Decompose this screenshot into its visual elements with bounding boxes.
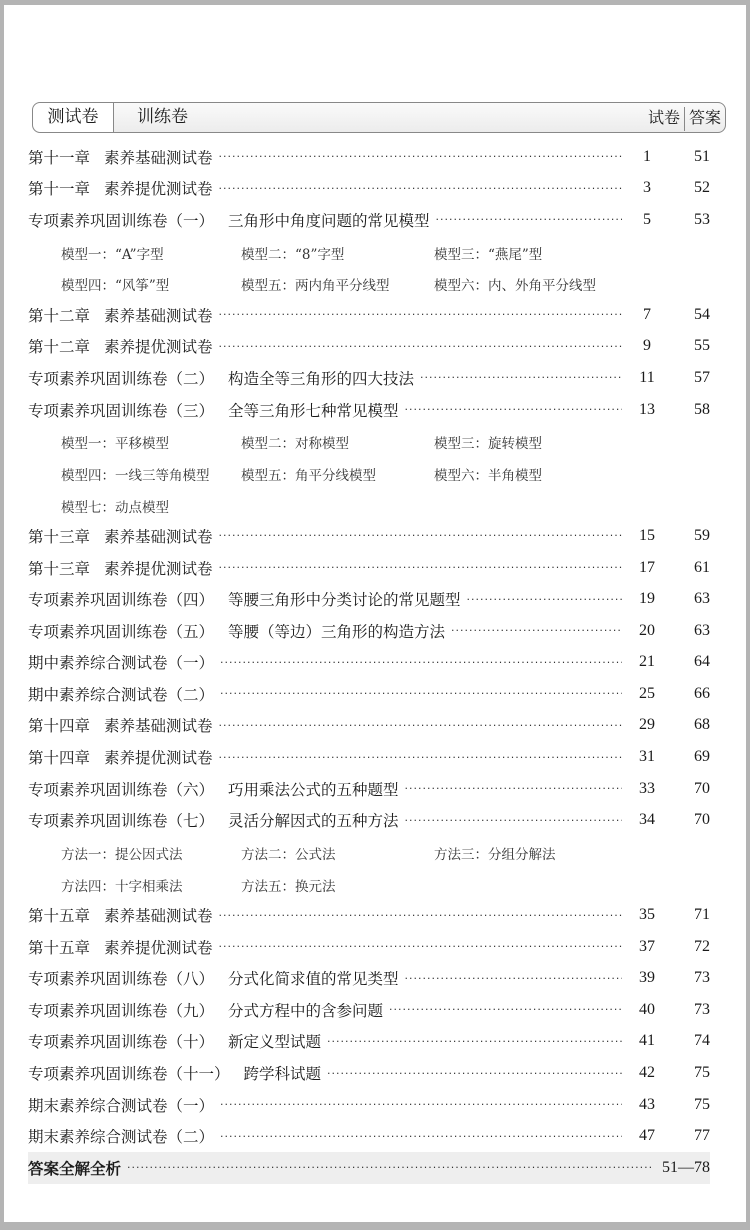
answer-page-number: 51—78 — [662, 1158, 710, 1176]
entry-label: 专项素养巩固训练卷（四） — [28, 591, 215, 610]
answer-page-number: 69 — [694, 748, 710, 766]
tab-training: 训练卷 — [137, 107, 188, 127]
dot-leader — [220, 687, 622, 700]
entry-title: 素养基础测试卷 — [104, 148, 213, 167]
entry-label: 专项素养巩固训练卷（七） — [28, 812, 215, 831]
paper-page-number: 19 — [639, 590, 655, 608]
paper-page-number: 35 — [639, 906, 655, 924]
column-answer: 答案 — [688, 108, 721, 127]
toc-entry[interactable] — [28, 678, 710, 710]
answer-page-number: 54 — [694, 305, 710, 323]
entry-title: 等腰三角形中分类讨论的常见题型 — [228, 591, 461, 610]
paper-page-number: 40 — [639, 1000, 655, 1018]
sub-item: 模型六：半角模型 — [434, 467, 542, 484]
tab-test: 测试卷 — [33, 103, 114, 132]
sub-item: 模型四：“风筝”型 — [61, 278, 170, 295]
paper-page-number: 39 — [639, 969, 655, 987]
answer-page-number: 73 — [694, 969, 710, 987]
entry-title: 素养提优测试卷 — [104, 938, 213, 957]
sub-item: 模型四：一线三等角模型 — [61, 467, 210, 484]
dot-leader — [219, 719, 622, 732]
answer-page-number: 59 — [694, 526, 710, 544]
answer-page-number: 52 — [694, 179, 710, 197]
column-paper: 试卷 — [647, 108, 680, 127]
dot-leader — [420, 371, 622, 384]
entry-label: 第十四章 — [28, 717, 91, 736]
entry-label: 第十三章 — [28, 527, 91, 546]
entry-label: 专项素养巩固训练卷（二） — [28, 369, 215, 388]
entry-label: 第十五章 — [28, 938, 91, 957]
column-headings — [648, 103, 721, 132]
paper-page-number: 11 — [639, 368, 655, 386]
paper-page-number: 47 — [639, 1127, 655, 1145]
entry-label: 第十二章 — [28, 338, 91, 357]
entry-title: 分式化简求值的常见类型 — [228, 970, 399, 989]
dot-leader — [220, 656, 622, 669]
entry-title: 素养提优测试卷 — [104, 180, 213, 199]
paper-page-number: 43 — [639, 1095, 655, 1113]
answer-page-number: 53 — [694, 210, 710, 228]
entry-label: 期末素养综合测试卷（二） — [28, 1128, 215, 1147]
entry-title: 构造全等三角形的四大技法 — [228, 369, 415, 388]
toc-entry[interactable] — [28, 362, 710, 394]
entry-title: 灵活分解因式的五种方法 — [228, 812, 399, 831]
answer-section-row[interactable] — [28, 1152, 710, 1184]
answer-page-number: 77 — [694, 1127, 710, 1145]
table-of-contents — [28, 141, 710, 1184]
answer-page-number: 51 — [694, 147, 710, 165]
entry-title: 分式方程中的含参问题 — [228, 1001, 384, 1020]
answer-page-number: 63 — [694, 621, 710, 639]
answer-page-number: 64 — [694, 653, 710, 671]
toc-entry[interactable] — [28, 394, 710, 426]
dot-leader — [405, 814, 622, 827]
toc-entry[interactable] — [28, 141, 710, 173]
entry-title: 全等三角形七种常见模型 — [228, 401, 399, 420]
sub-item: 模型一：平移模型 — [61, 436, 169, 453]
answer-page-number: 72 — [694, 937, 710, 955]
sub-item-row — [28, 457, 710, 489]
dot-leader — [220, 1130, 622, 1143]
paper-page-number: 21 — [639, 653, 655, 671]
toc-entry[interactable] — [28, 804, 710, 836]
entry-title: 巧用乘法公式的五种题型 — [228, 780, 399, 799]
entry-title: 素养基础测试卷 — [104, 907, 213, 926]
entry-label: 期中素养综合测试卷（一） — [28, 654, 215, 673]
sub-item-row — [28, 425, 710, 457]
dot-leader — [127, 1161, 654, 1174]
entry-title: 素养提优测试卷 — [104, 338, 213, 357]
dot-leader — [219, 909, 622, 922]
toc-entry[interactable] — [28, 552, 710, 584]
paper-page-number: 13 — [639, 400, 655, 418]
toc-entry[interactable] — [28, 204, 710, 236]
answer-page-number: 74 — [694, 1032, 710, 1050]
sub-item: 模型三：“燕尾”型 — [434, 246, 543, 263]
toc-entry[interactable] — [28, 1026, 710, 1058]
toc-entry[interactable] — [28, 647, 710, 679]
paper-page-number: 17 — [639, 558, 655, 576]
dot-leader — [389, 1003, 622, 1016]
dot-leader — [219, 751, 622, 764]
answer-page-number: 57 — [694, 368, 710, 386]
entry-label: 答案全解全析 — [28, 1159, 122, 1178]
answer-page-number: 66 — [694, 684, 710, 702]
answer-page-number: 63 — [694, 590, 710, 608]
paper-page-number: 7 — [643, 305, 651, 323]
paper-page-number: 9 — [643, 337, 651, 355]
column-divider — [684, 107, 685, 131]
toc-entry[interactable] — [28, 520, 710, 552]
paper-page-number: 1 — [643, 147, 651, 165]
dot-leader — [219, 340, 622, 353]
entry-label: 第十三章 — [28, 559, 91, 578]
toc-entry[interactable] — [28, 173, 710, 205]
answer-page-number: 75 — [694, 1095, 710, 1113]
toc-entry[interactable] — [28, 710, 710, 742]
toc-entry[interactable] — [28, 583, 710, 615]
toc-entry[interactable] — [28, 615, 710, 647]
paper-page-number: 20 — [639, 621, 655, 639]
entry-title: 素养提优测试卷 — [104, 749, 213, 768]
entry-title: 素养基础测试卷 — [104, 717, 213, 736]
toc-entry[interactable] — [28, 1089, 710, 1121]
answer-page-number: 71 — [694, 906, 710, 924]
dot-leader — [405, 403, 622, 416]
entry-title: 素养提优测试卷 — [104, 559, 213, 578]
answer-page-number: 70 — [694, 779, 710, 797]
entry-label: 专项素养巩固训练卷（十一） — [28, 1065, 230, 1084]
toc-entry[interactable] — [28, 899, 710, 931]
section-header — [32, 102, 726, 133]
toc-entry[interactable] — [28, 741, 710, 773]
entry-title: 三角形中角度问题的常见模型 — [228, 211, 430, 230]
paper-page-number: 31 — [639, 748, 655, 766]
sub-item-row — [28, 267, 710, 299]
answer-page-number: 58 — [694, 400, 710, 418]
toc-entry[interactable] — [28, 1057, 710, 1089]
dot-leader — [219, 308, 622, 321]
entry-label: 期中素养综合测试卷（二） — [28, 685, 215, 704]
paper-page-number: 37 — [639, 937, 655, 955]
entry-label: 第十二章 — [28, 306, 91, 325]
dot-leader — [467, 593, 622, 606]
answer-page-number: 73 — [694, 1000, 710, 1018]
entry-title: 等腰（等边）三角形的构造方法 — [228, 622, 446, 641]
sub-item: 方法五：换元法 — [241, 878, 336, 895]
sub-item: 方法二：公式法 — [241, 847, 336, 864]
entry-label: 专项素养巩固训练卷（九） — [28, 1001, 215, 1020]
answer-page-number: 75 — [694, 1064, 710, 1082]
sub-item: 方法四：十字相乘法 — [61, 878, 183, 895]
answer-page-number: 55 — [694, 337, 710, 355]
entry-label: 专项素养巩固训练卷（一） — [28, 211, 215, 230]
answer-page-number: 70 — [694, 811, 710, 829]
answer-page-number: 68 — [694, 716, 710, 734]
entry-label: 第十四章 — [28, 749, 91, 768]
entry-label: 第十五章 — [28, 907, 91, 926]
paper-page-number: 29 — [639, 716, 655, 734]
toc-entry[interactable] — [28, 931, 710, 963]
sub-item: 模型六：内、外角平分线型 — [434, 278, 596, 295]
paper-page-number: 25 — [639, 684, 655, 702]
toc-entry[interactable] — [28, 299, 710, 331]
dot-leader — [219, 182, 622, 195]
sub-item: 模型七：动点模型 — [61, 499, 169, 516]
dot-leader — [219, 150, 622, 163]
dot-leader — [327, 1035, 622, 1048]
sub-item-row — [28, 836, 710, 868]
dot-leader — [219, 940, 622, 953]
sub-item: 方法一：提公因式法 — [61, 847, 183, 864]
answer-page-number: 61 — [694, 558, 710, 576]
toc-entry[interactable] — [28, 962, 710, 994]
entry-label: 专项素养巩固训练卷（六） — [28, 780, 215, 799]
sub-item: 模型五：两内角平分线型 — [241, 278, 390, 295]
sub-item-row — [28, 868, 710, 900]
toc-entry[interactable] — [28, 994, 710, 1026]
entry-title: 新定义型试题 — [228, 1033, 322, 1052]
dot-leader — [327, 1067, 622, 1080]
paper-page-number: 41 — [639, 1032, 655, 1050]
sub-item-row — [28, 489, 710, 521]
sub-item: 模型三：旋转模型 — [434, 436, 542, 453]
paper-page-number: 42 — [639, 1064, 655, 1082]
toc-entry[interactable] — [28, 1120, 710, 1152]
sub-item: 方法三：分组分解法 — [434, 847, 556, 864]
dot-leader — [405, 972, 622, 985]
dot-leader — [451, 624, 622, 637]
paper-page-number: 33 — [639, 779, 655, 797]
sub-item: 模型五：角平分线模型 — [241, 467, 376, 484]
paper-page-number: 5 — [643, 210, 651, 228]
sub-item: 模型二：“8”字型 — [241, 246, 345, 263]
sub-item-row — [28, 236, 710, 268]
entry-label: 专项素养巩固训练卷（八） — [28, 970, 215, 989]
paper-page-number: 15 — [639, 526, 655, 544]
dot-leader — [405, 782, 622, 795]
dot-leader — [219, 561, 622, 574]
toc-entry[interactable] — [28, 331, 710, 363]
entry-label: 专项素养巩固训练卷（十） — [28, 1033, 215, 1052]
paper-page-number: 3 — [643, 179, 651, 197]
sub-item: 模型一：“A”字型 — [61, 246, 164, 263]
entry-label: 第十一章 — [28, 180, 91, 199]
entry-label: 第十一章 — [28, 148, 91, 167]
entry-label: 专项素养巩固训练卷（五） — [28, 622, 215, 641]
dot-leader — [219, 529, 622, 542]
entry-title: 素养基础测试卷 — [104, 306, 213, 325]
dot-leader — [220, 1098, 622, 1111]
toc-entry[interactable] — [28, 773, 710, 805]
sub-item: 模型二：对称模型 — [241, 436, 349, 453]
entry-title: 跨学科试题 — [243, 1065, 322, 1084]
dot-leader — [436, 213, 622, 226]
entry-label: 期末素养综合测试卷（一） — [28, 1096, 215, 1115]
entry-label: 专项素养巩固训练卷（三） — [28, 401, 215, 420]
paper-page-number: 34 — [639, 811, 655, 829]
entry-title: 素养基础测试卷 — [104, 527, 213, 546]
